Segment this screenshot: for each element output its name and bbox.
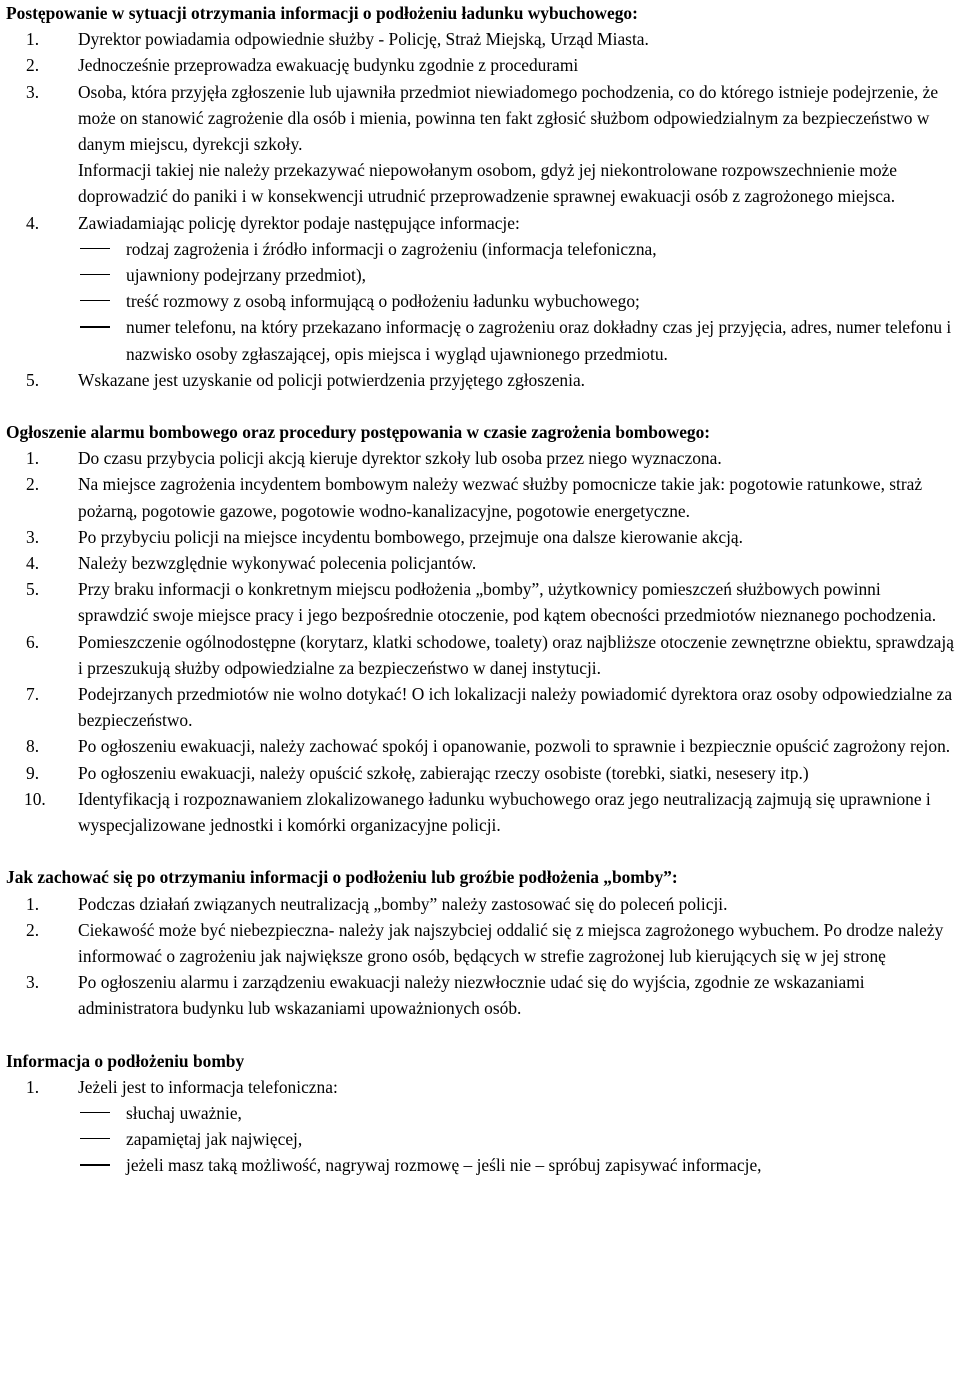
item-text: Po ogłoszeniu ewakuacji, należy zachować spokój i opanowanie, pozwoli to sprawnie i bezpiecznie opuścić zagrożony rejon. bbox=[78, 736, 951, 757]
item-text: Do czasu przybycia policji akcją kieruje dyrektor szkoły lub osoba przez niego wyznaczona. bbox=[78, 448, 722, 469]
section-how-to-behave bbox=[6, 864, 954, 1021]
list-item bbox=[6, 550, 954, 576]
section-bomb-threat-procedure bbox=[6, 0, 954, 393]
item-number: 10. bbox=[24, 788, 46, 809]
item-text: Jednocześnie przeprowadza ewakuację budynku zgodnie z procedurami bbox=[78, 55, 579, 76]
list-item bbox=[6, 445, 954, 471]
item-text: Osoba, która przyjęła zgłoszenie lub ujawniła przedmiot niewiadomego pochodzenia, co do którego istnieje podejrzenie, że może on stanowić zagrożenie dla osób i mienia, powinna ten fakt zgłosić służbom odpowiedzialnym za bezpieczeństwo w danym miejscu, dyrekcji szkoły. bbox=[78, 81, 939, 155]
item-number: 7. bbox=[26, 684, 40, 705]
dash-text: numer telefonu, na który przekazano informację o zagrożeniu oraz dokładny czas jej przyjęcia, adres, numer telefonu i nazwisko osoby zgłaszającej, opis miejsca i wygląd ujawnionego przedmiotu. bbox=[126, 317, 952, 364]
item-extra-text: Informacji takiej nie należy przekazywać niepowołanym osobom, gdyż jej niekontrolowane rozpowszechnienie może doprowadzić do paniki i w konsekwencji utrudnić przeprowadzenie sprawnej ewakuacji osób z zagrożonego miejsca. bbox=[78, 160, 897, 207]
dash-list-item bbox=[78, 236, 954, 262]
section-heading: Postępowanie w sytuacji otrzymania informacji o podłożeniu ładunku wybuchowego: bbox=[6, 3, 638, 23]
item-text: Dyrektor powiadamia odpowiednie służby - Policję, Straż Miejską, Urząd Miasta. bbox=[78, 29, 649, 50]
item-number: 5. bbox=[26, 579, 40, 600]
item-number: 1. bbox=[26, 448, 40, 469]
dash-list-item bbox=[78, 1100, 954, 1126]
item-text: Jeżeli jest to informacja telefoniczna: bbox=[78, 1076, 338, 1097]
item-number: 3. bbox=[26, 526, 40, 547]
dash-text: rodzaj zagrożenia i źródło informacji o zagrożeniu (informacja telefoniczna, bbox=[126, 238, 657, 259]
numbered-list bbox=[6, 445, 954, 838]
numbered-list bbox=[6, 1074, 954, 1179]
dash-icon bbox=[78, 1100, 126, 1126]
item-number: 2. bbox=[26, 55, 40, 76]
list-item bbox=[6, 917, 954, 969]
dash-list-item bbox=[78, 288, 954, 314]
dash-text: jeżeli masz taką możliwość, nagrywaj rozmowę – jeśli nie – spróbuj zapisywać informacje, bbox=[126, 1155, 762, 1176]
list-item bbox=[6, 786, 954, 838]
item-text: Identyfikacją i rozpoznawaniem zlokalizowanego ładunku wybuchowego oraz jego neutralizacją zajmują się uprawnione i wyspecjalizowane jednostki i komórki organizacyjne policji. bbox=[78, 788, 931, 836]
dash-text: zapamiętaj jak najwięcej, bbox=[126, 1129, 303, 1150]
dash-list bbox=[78, 236, 954, 367]
list-item bbox=[6, 969, 954, 1021]
dash-icon bbox=[78, 1126, 126, 1152]
list-item bbox=[6, 52, 954, 78]
item-number: 4. bbox=[26, 212, 40, 233]
section-bomb-information bbox=[6, 1048, 954, 1179]
item-number: 1. bbox=[26, 29, 40, 50]
dash-icon bbox=[78, 1152, 126, 1178]
item-text: Po przybyciu policji na miejsce incydentu bombowego, przejmuje ona dalsze kierowanie akcją. bbox=[78, 526, 743, 547]
list-item bbox=[6, 524, 954, 550]
numbered-list bbox=[6, 891, 954, 1022]
item-text: Należy bezwzględnie wykonywać polecenia policjantów. bbox=[78, 553, 477, 574]
dash-list-item bbox=[78, 262, 954, 288]
section-heading: Informacja o podłożeniu bomby bbox=[6, 1050, 245, 1071]
section-heading: Jak zachować się po otrzymaniu informacji o podłożeniu lub groźbie podłożenia „bomby”: bbox=[6, 867, 678, 888]
item-number: 5. bbox=[26, 369, 40, 390]
list-item bbox=[6, 1074, 954, 1179]
numbered-list bbox=[6, 26, 954, 393]
dash-icon bbox=[78, 314, 126, 366]
item-text: Podejrzanych przedmiotów nie wolno dotykać! O ich lokalizacji należy powiadomić dyrektora oraz osoby odpowiedzialne za bezpieczeństwo. bbox=[78, 684, 953, 731]
item-number: 3. bbox=[26, 81, 40, 102]
section-heading: Ogłoszenie alarmu bombowego oraz procedury postępowania w czasie zagrożenia bombowego: bbox=[6, 422, 711, 443]
item-text: Przy braku informacji o konkretnym miejscu podłożenia „bomby”, użytkownicy pomieszczeń służbowych powinni sprawdzić swoje miejsce pracy i jego bezpośrednie otoczenie, pod kątem obecności przedmiotów nieznanego pochodzenia. bbox=[78, 579, 937, 626]
item-text: Po ogłoszeniu alarmu i zarządzeniu ewakuacji należy niezwłocznie udać się do wyjścia, zgodnie ze wskazaniami administratora budynku lub wskazaniami upoważnionych osób. bbox=[78, 972, 865, 1019]
dash-text: słuchaj uważnie, bbox=[126, 1102, 242, 1123]
item-number: 6. bbox=[26, 631, 40, 652]
list-item bbox=[6, 629, 954, 681]
dash-text: ujawniony podejrzany przedmiot), bbox=[126, 265, 367, 286]
list-item bbox=[6, 733, 954, 759]
dash-icon bbox=[78, 262, 126, 288]
list-item bbox=[6, 26, 954, 52]
dash-icon bbox=[78, 236, 126, 262]
list-item bbox=[6, 367, 954, 393]
item-number: 2. bbox=[26, 474, 40, 495]
item-text: Na miejsce zagrożenia incydentem bombowym należy wezwać służby pomocnicze takie jak: pogotowie ratunkowe, straż pożarną, pogotowie gazowe, pogotowie wodno-kanalizacyjne, pogotowie energetyczne. bbox=[78, 474, 923, 521]
item-number: 1. bbox=[26, 893, 40, 914]
item-text: Ciekawość może być niebezpieczna- należy jak najszybciej oddalić się z miejsca zagrożonego wybuchem. Po drodze należy informować o zagrożeniu jak największe grono osób, będących w strefie zagrożonej lub kierujących się w jej stronę bbox=[78, 919, 944, 966]
dash-list bbox=[78, 1100, 954, 1179]
item-text: Podczas działań związanych neutralizacją „bomby” należy zastosować się do poleceń policji. bbox=[78, 893, 728, 914]
item-number: 1. bbox=[26, 1076, 40, 1097]
dash-list-item bbox=[78, 1126, 954, 1152]
list-item bbox=[6, 760, 954, 786]
item-text: Po ogłoszeniu ewakuacji, należy opuścić szkołę, zabierając rzeczy osobiste (torebki, siatki, nesesery itp.) bbox=[78, 762, 809, 783]
list-item bbox=[6, 576, 954, 628]
item-text: Pomieszczenie ogólnodostępne (korytarz, klatki schodowe, toalety) oraz najbliższe otoczenie zewnętrzne obiektu, sprawdzają i przeszukują służby odpowiedzialne za bezpieczeństwo w danej instytucji. bbox=[78, 631, 954, 678]
dash-list-item bbox=[78, 314, 954, 366]
item-number: 4. bbox=[26, 553, 40, 574]
item-number: 8. bbox=[26, 736, 40, 757]
item-text: Zawiadamiając policję dyrektor podaje następujące informacje: bbox=[78, 212, 520, 233]
dash-text: treść rozmowy z osobą informującą o podłożeniu ładunku wybuchowego; bbox=[126, 291, 640, 312]
list-item bbox=[6, 79, 954, 210]
section-bomb-alarm-procedures bbox=[6, 419, 954, 838]
item-number: 3. bbox=[26, 972, 40, 993]
dash-list-item bbox=[78, 1152, 954, 1178]
list-item bbox=[6, 681, 954, 733]
item-number: 2. bbox=[26, 919, 40, 940]
list-item bbox=[6, 891, 954, 917]
item-number: 9. bbox=[26, 762, 40, 783]
list-item bbox=[6, 471, 954, 523]
item-text: Wskazane jest uzyskanie od policji potwierdzenia przyjętego zgłoszenia. bbox=[78, 369, 586, 390]
dash-icon bbox=[78, 288, 126, 314]
list-item bbox=[6, 210, 954, 367]
